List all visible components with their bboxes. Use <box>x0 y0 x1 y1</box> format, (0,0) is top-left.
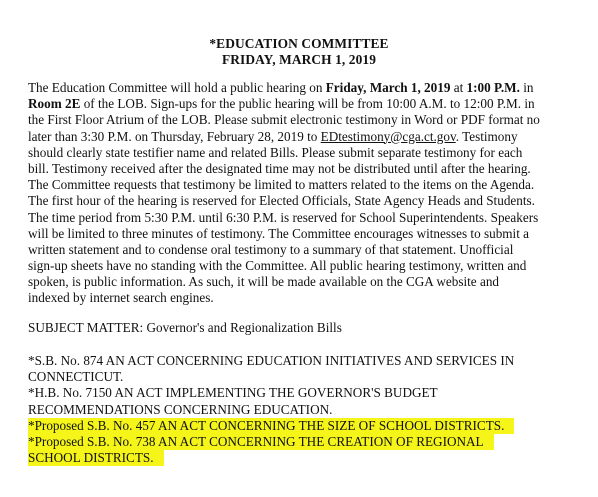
notice-text: at <box>450 80 467 95</box>
notice-line: spoken, is public information. As such, it will be made available on the CGA website and <box>28 274 500 290</box>
notice-line: will be limited to three minutes of testimony. The Committee encourages witnesses to submit a <box>28 225 530 241</box>
subject-matter <box>28 320 594 336</box>
testimony-email-link[interactable]: EDtestimony@cga.ct.gov <box>320 128 456 144</box>
bill-line: *S.B. No. 874 AN ACT CONCERNING EDUCATION INITIATIVES AND SERVICES IN <box>28 353 515 368</box>
bill-line-wrapper <box>28 434 594 450</box>
notice-line: written statement and to condense oral testimony to a summary of that statement. Unofficial <box>28 241 514 257</box>
notice-line <box>28 80 594 96</box>
highlighted-bill-line: *Proposed S.B. No. 738 AN ACT CONCERNING THE CREATION OF REGIONAL <box>28 434 494 450</box>
notice-line: The time period from 5:30 P.M. until 6:30 P.M. is reserved for School Superintendents. Speakers <box>28 209 539 225</box>
notice-text: The Education Committee will hold a public hearing on <box>28 80 326 95</box>
hearing-notice-paragraph <box>28 80 594 307</box>
bill-line-wrapper <box>28 450 594 466</box>
subject-line: SUBJECT MATTER: Governor's and Regionalization Bills <box>28 320 342 335</box>
notice-line: should clearly state testifier name and related Bills. Please submit separate testimony for each <box>28 144 523 160</box>
highlighted-bill-line: *Proposed S.B. No. 457 AN ACT CONCERNING THE SIZE OF SCHOOL DISTRICTS. <box>28 418 514 434</box>
notice-text: later than 3:30 P.M. on Thursday, February 28, 2019 to <box>28 128 321 144</box>
notice-line: The first hour of the hearing is reserved for Elected Officials, State Agency Heads and Students. <box>28 193 535 209</box>
notice-line: indexed by internet search engines. <box>28 290 214 306</box>
bill-line-wrapper <box>28 418 594 434</box>
notice-line: the First Floor Atrium of the LOB. Please submit electronic testimony in Word or PDF format no <box>28 112 540 128</box>
hearing-room-bold: Room 2E <box>28 96 81 112</box>
highlighted-bill-line: SCHOOL DISTRICTS. <box>28 450 164 466</box>
bill-line: CONNECTICUT. <box>28 369 124 385</box>
notice-line: The Committee requests that testimony be limited to matters related to the items on the Agenda. <box>28 177 535 193</box>
bill-line: *H.B. No. 7150 AN ACT IMPLEMENTING THE GOVERNOR'S BUDGET <box>28 385 438 401</box>
notice-text: in <box>519 80 534 95</box>
notice-line <box>28 96 594 112</box>
hearing-date-bold: Friday, March 1, 2019 <box>325 80 451 95</box>
notice-line: sign-up sheets have no standing with the Committee. All public hearing testimony, written and <box>28 258 527 274</box>
notice-line <box>28 129 594 145</box>
hearing-date-title: FRIDAY, MARCH 1, 2019 <box>222 52 376 67</box>
committee-title: *EDUCATION COMMITTEE <box>209 36 389 51</box>
bill-list <box>28 353 594 466</box>
notice-text: of the LOB. Sign-ups for the public hearing will be from 10:00 A.M. to 12:00 P.M. in <box>80 96 535 112</box>
bill-line: RECOMMENDATIONS CONCERNING EDUCATION. <box>28 401 333 417</box>
notice-text: . Testimony <box>455 128 518 144</box>
notice-line: bill. Testimony received after the designated time may not be distributed until after the hearing. <box>28 160 531 176</box>
hearing-time-bold: 1:00 P.M. <box>466 80 520 95</box>
